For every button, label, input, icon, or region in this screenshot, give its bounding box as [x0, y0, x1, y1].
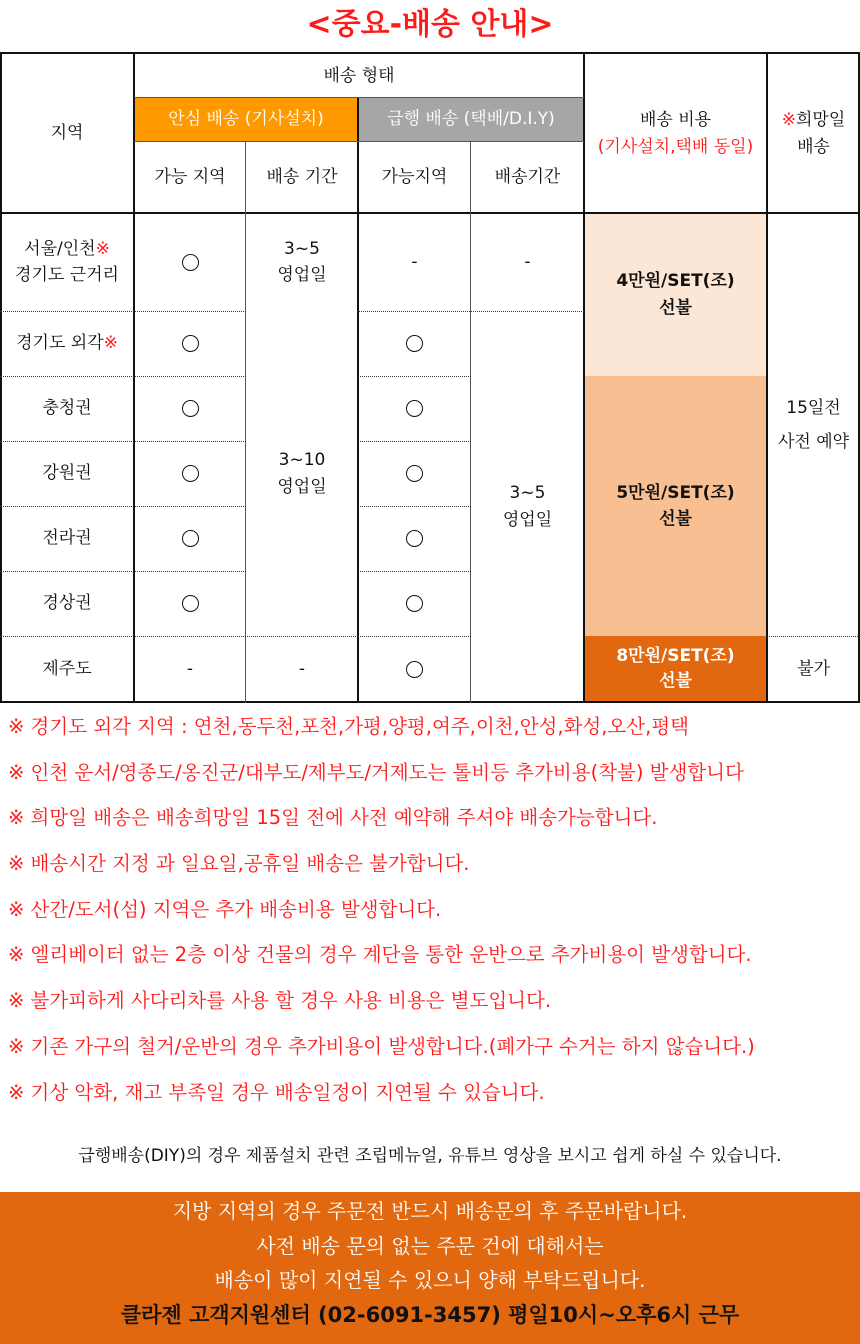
row-divider	[0, 376, 246, 377]
circle-mark	[182, 595, 199, 612]
express-period-unit: 영업일	[502, 509, 553, 530]
circle-mark	[406, 465, 423, 482]
express-period-others	[471, 311, 584, 702]
cost-cell-1	[584, 213, 767, 376]
region-seoul	[0, 213, 134, 311]
cost-header	[584, 54, 767, 213]
region-seoul-label-2: 경기도 근거리	[15, 265, 119, 285]
row-divider	[767, 636, 860, 637]
safe-avail-gyeongsang	[134, 571, 246, 636]
banner-line-3: 배송이 많이 지연될 수 있으니 양해 부탁드립니다.	[214, 1268, 646, 1292]
region-gyeonggi-mark: ※	[103, 333, 118, 354]
page-title: <중요-배송 안내>	[306, 7, 554, 42]
circle-mark	[406, 400, 423, 417]
wish-day-header	[767, 54, 860, 213]
row-divider	[358, 376, 471, 377]
cost-cell-3	[584, 636, 767, 702]
wish-day-jeju: 불가	[797, 658, 830, 679]
circle-mark	[182, 254, 199, 271]
row-divider	[0, 506, 246, 507]
row-divider	[358, 506, 471, 507]
safe-period-others-unit: 영업일	[277, 476, 327, 497]
region-gangwon: 강원권	[42, 463, 92, 484]
row-divider	[358, 311, 584, 312]
region-header: 지역	[50, 123, 84, 144]
safe-period-others-days: 3~10	[278, 450, 326, 471]
safe-avail-gangwon	[134, 441, 246, 506]
region-jeolla: 전라권	[42, 528, 92, 549]
region-gyeonggi-label: 경기도 외각	[16, 333, 104, 354]
col-line-2	[245, 141, 246, 703]
note-item: ※ 기존 가구의 철거/운반의 경우 추가비용이 발생합니다.(폐가구 수거는 하지 않습니다.)	[8, 1034, 755, 1058]
circle-mark	[406, 530, 423, 547]
col-line-3	[357, 98, 359, 703]
table-border-bottom	[0, 701, 860, 703]
cost-3-terms: 선불	[659, 671, 692, 691]
safe-avail-gyeonggi	[134, 311, 246, 376]
express-avail-jeju	[358, 636, 471, 702]
circle-mark	[406, 335, 423, 352]
note-item: ※ 배송시간 지정 과 일요일,공휴일 배송은 불가합니다.	[8, 852, 470, 876]
cost-3-amount: 8만원/SET(조)	[616, 645, 735, 666]
safe-period-seoul-days: 3~5	[284, 238, 320, 259]
express-period-seoul: -	[524, 251, 531, 272]
region-seoul-label: 서울/인천	[24, 238, 96, 259]
row-divider	[0, 636, 358, 637]
express-avail-gyeongsang	[358, 571, 471, 636]
customer-center-contact: 클라젠 고객지원센터 (02-6091-3457) 평일10시~오후6시 근무	[120, 1302, 740, 1327]
express-avail-gyeonggi	[358, 311, 471, 376]
header-bottom-line	[0, 212, 860, 214]
express-avail-gangwon	[358, 441, 471, 506]
note-item: ※ 불가피하게 사다리차를 사용 할 경우 사용 비용은 별도입니다.	[8, 989, 552, 1013]
cost-2-amount: 5만원/SET(조)	[616, 482, 735, 503]
safe-period-others	[246, 311, 358, 636]
col-available-area: 가능 지역	[154, 166, 226, 187]
region-jeju: 제주도	[42, 658, 92, 679]
wish-day-label: 희망일	[795, 110, 846, 131]
note-item: ※ 경기도 외각 지역 : 연천,동두천,포천,가평,양평,여주,이천,안성,화성,오산,평택	[8, 715, 689, 738]
row-divider	[358, 636, 471, 637]
row-divider	[0, 441, 246, 442]
col-delivery-period-2: 배송기간	[494, 166, 561, 187]
region-chungcheong: 충청권	[42, 398, 92, 419]
region-seoul-mark: ※	[95, 238, 110, 259]
wish-day-label-2: 배송	[797, 136, 830, 157]
circle-mark	[182, 465, 199, 482]
table-border-top	[0, 52, 860, 54]
safe-period-seoul-unit: 영업일	[277, 265, 327, 285]
region-gyeonggi-outer	[0, 311, 134, 376]
circle-mark	[182, 335, 199, 352]
banner-line-1: 지방 지역의 경우 주문전 반드시 배송문의 후 주문바랍니다.	[172, 1199, 688, 1223]
col-line-5	[583, 52, 585, 703]
row-divider	[0, 571, 246, 572]
note-item: ※ 희망일 배송은 배송희망일 15일 전에 사전 예약해 주셔야 배송가능합니다.	[8, 806, 658, 830]
circle-mark	[406, 595, 423, 612]
note-item: ※ 산간/도서(섬) 지역은 추가 배송비용 발생합니다.	[8, 897, 442, 921]
cost-cell-2	[584, 376, 767, 636]
col-line-6	[766, 52, 768, 703]
express-delivery-header: 급행 배송 (택배/D.I.Y)	[358, 98, 584, 141]
notes-list	[8, 704, 860, 1115]
express-avail-chungcheong	[358, 376, 471, 441]
row-divider	[358, 441, 471, 442]
table-border-left	[0, 52, 2, 703]
header-line-1	[134, 97, 584, 98]
col-line-1	[133, 52, 135, 703]
note-item: ※ 인천 운서/영종도/옹진군/대부도/제부도/거제도는 톨비등 추가비용(착불) 발생합니다	[8, 760, 744, 784]
safe-avail-chungcheong	[134, 376, 246, 441]
express-avail-jeolla	[358, 506, 471, 571]
safe-avail-jeju: -	[186, 658, 194, 679]
cost-header-label: 배송 비용	[639, 110, 712, 131]
safe-period-seoul	[246, 213, 358, 311]
safe-avail-seoul	[134, 213, 246, 311]
express-period-days: 3~5	[509, 483, 546, 504]
safe-period-jeju: -	[298, 658, 306, 679]
wish-day-mark: ※	[781, 110, 796, 131]
delivery-type-header: 배송 형태	[323, 65, 395, 86]
note-item: ※ 엘리베이터 없는 2층 이상 건물의 경우 계단을 통한 운반으로 추가비용이 발생합니다.	[8, 943, 752, 967]
col-delivery-period: 배송 기간	[266, 166, 338, 187]
circle-mark	[182, 400, 199, 417]
header-line-2	[134, 141, 584, 142]
wish-day-days: 15일전	[786, 397, 841, 418]
cost-2-terms: 선불	[659, 509, 692, 529]
col-line-4	[470, 141, 471, 703]
cost-1-terms: 선불	[659, 297, 692, 318]
row-divider	[358, 571, 471, 572]
cost-header-note: (기사설치,택배 동일)	[597, 136, 754, 157]
wish-day-cell	[767, 213, 860, 636]
wish-day-reserve: 사전 예약	[777, 431, 850, 452]
circle-mark	[182, 530, 199, 547]
notice-banner	[0, 1192, 860, 1344]
region-gyeongsang: 경상권	[42, 593, 92, 614]
col-available-area-2: 가능지역	[381, 166, 448, 187]
note-item: ※ 기상 악화, 재고 부족일 경우 배송일정이 지연될 수 있습니다.	[8, 1080, 545, 1104]
circle-mark	[406, 661, 423, 678]
safe-avail-jeolla	[134, 506, 246, 571]
cost-1-amount: 4만원/SET(조)	[616, 271, 735, 292]
banner-line-2: 사전 배송 문의 없는 주문 건에 대해서는	[256, 1233, 604, 1258]
safe-delivery-header: 안심 배송 (기사설치)	[134, 98, 358, 141]
diy-note: 급행배송(DIY)의 경우 제품설치 관련 조립메뉴얼, 유튜브 영상을 보시고 쉽게 하실 수 있습니다.	[78, 1146, 782, 1166]
row-divider	[0, 311, 246, 312]
express-avail-seoul: -	[411, 251, 418, 272]
